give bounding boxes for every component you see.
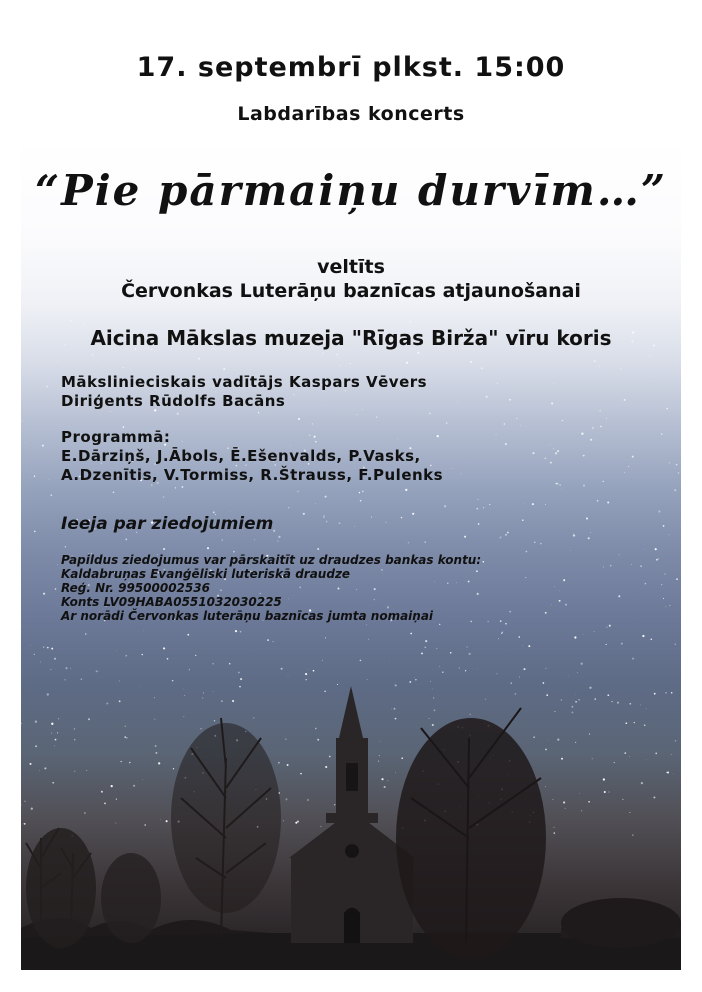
bank-info-line: Konts LV09HABA0551032030225 xyxy=(61,595,282,609)
credits-block xyxy=(61,373,427,411)
bank-info-line: Papildus ziedojumus var pārskaitīt uz draudzes bankas kontu: xyxy=(61,553,482,567)
choir-invitation: Aicina Mākslas muzeja "Rīgas Birža" vīru koris xyxy=(90,326,612,350)
bank-info-line: Reģ. Nr. 99500002536 xyxy=(61,581,210,595)
bank-info-line: Ar norādi Červonkas luterāņu baznīcas jumta nomaiņai xyxy=(61,609,434,623)
dedication-line-1: veltīts xyxy=(317,256,385,278)
program-block xyxy=(61,428,443,485)
concert-title: “Pie pārmaiņu durvīm…” xyxy=(34,166,668,215)
event-type-heading: Labdarības koncerts xyxy=(237,103,465,125)
dedication-line-2: Červonkas Luterāņu baznīcas atjaunošanai xyxy=(121,280,581,302)
program-composers-2: A.Dzenītis, V.Tormiss, R.Štrauss, F.Pulenks xyxy=(61,466,444,484)
bank-info-block xyxy=(61,553,481,623)
poster-image xyxy=(21,138,681,970)
artistic-director: Mākslinieciskais vadītājs Kaspars Vēvers xyxy=(61,373,428,391)
conductor: Diriģents Rūdolfs Bacāns xyxy=(61,392,286,410)
program-composers-1: E.Dārziņš, J.Ābols, Ē.Ešenvalds, P.Vasks, xyxy=(61,447,421,465)
entry-note: Ieeja par ziedojumiem xyxy=(61,514,274,534)
date-time-heading: 17. septembrī plkst. 15:00 xyxy=(136,52,566,83)
bank-info-line: Kaldabruņas Evanģēliski luteriskā draudze xyxy=(61,567,351,581)
program-label: Programmā: xyxy=(61,428,171,446)
